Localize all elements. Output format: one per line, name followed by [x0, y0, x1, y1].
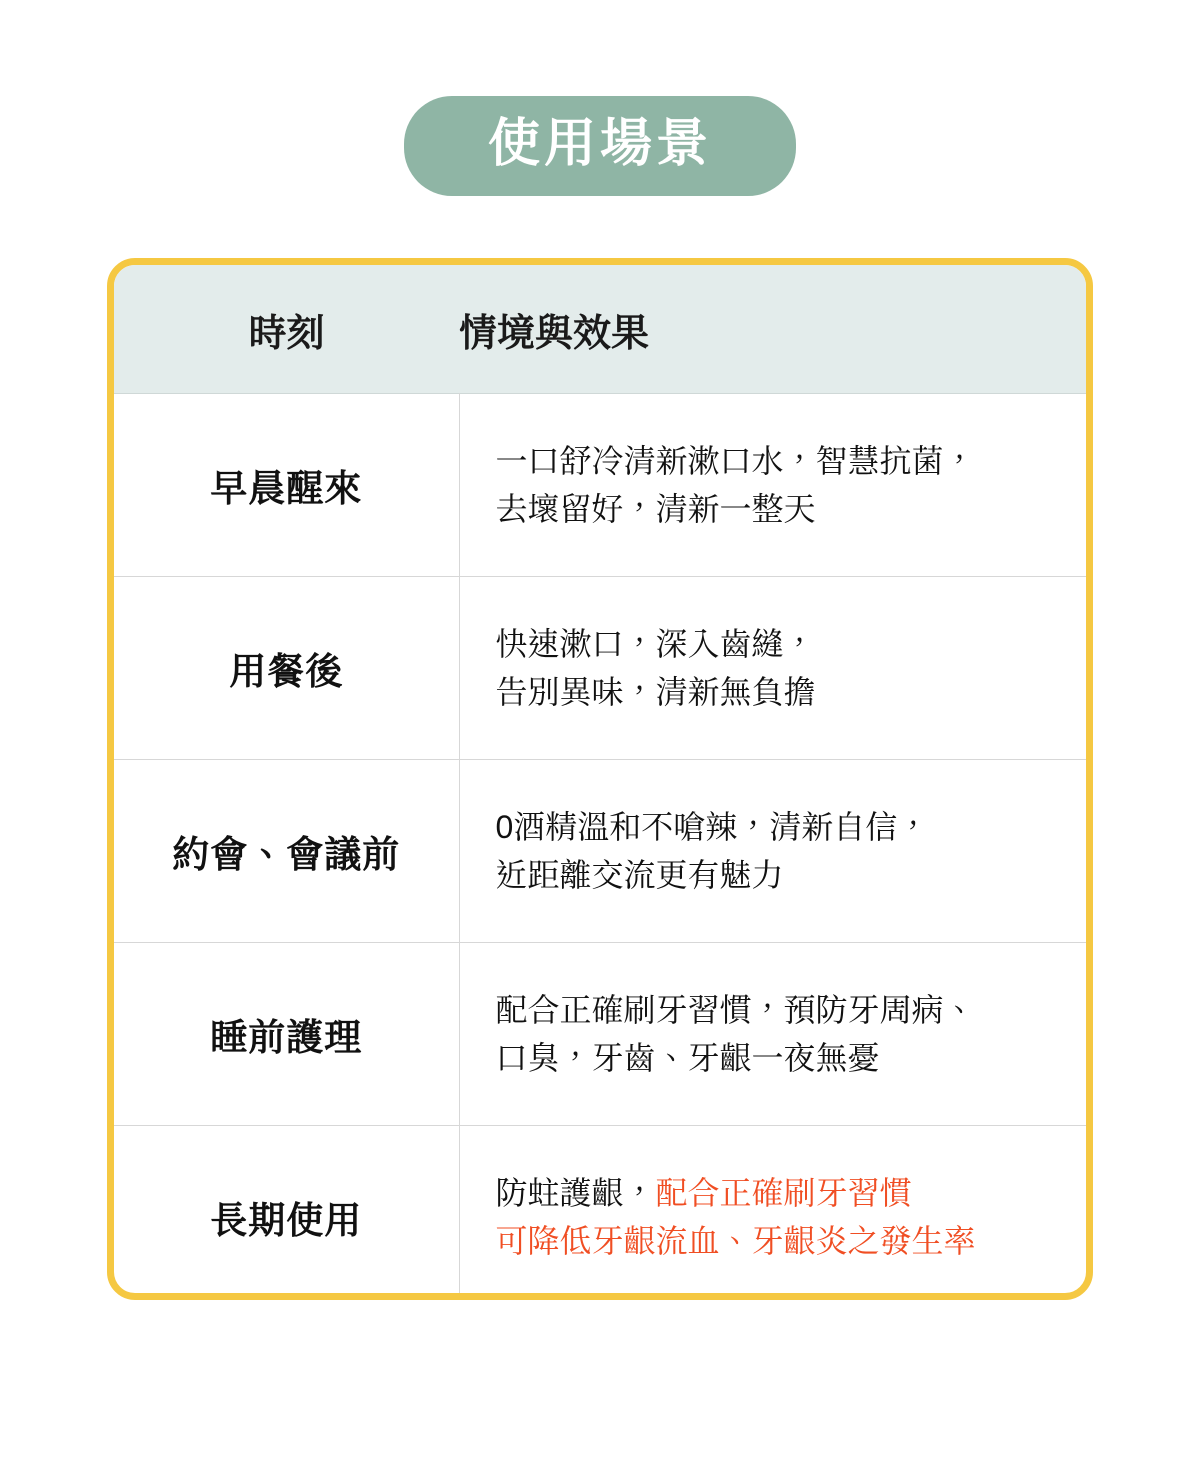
cell-description: [459, 1126, 1093, 1301]
description-line: [496, 1217, 1070, 1265]
description-line: [496, 437, 1070, 485]
cell-description: [459, 943, 1093, 1126]
table-row: [114, 394, 1093, 577]
description-line: [496, 803, 1070, 851]
usage-scenario-card: [107, 258, 1093, 1300]
table-row: [114, 1126, 1093, 1301]
description-line: [496, 620, 1070, 668]
cell-time: 用餐後: [114, 577, 459, 760]
description-line: [496, 1034, 1070, 1082]
description-line: [496, 986, 1070, 1034]
cell-description: [459, 760, 1093, 943]
description-line: [496, 668, 1070, 716]
description-text: 告別異味，清新無負擔: [495, 674, 816, 710]
section-title-pill: [404, 96, 796, 196]
column-header-time: 時刻: [114, 265, 459, 394]
description-text: 去壞留好，清新一整天: [495, 491, 816, 527]
cell-time: 長期使用: [114, 1126, 459, 1301]
cell-description: [459, 577, 1093, 760]
table-row: [114, 577, 1093, 760]
cell-time: 早晨醒來: [114, 394, 459, 577]
description-line: [496, 1169, 1070, 1217]
description-text: 防蛀護齦，: [495, 1175, 656, 1211]
column-header-description: 情境與效果: [459, 265, 1093, 394]
description-text: 0酒精溫和不嗆辣，清新自信，: [495, 809, 930, 845]
cell-description: [459, 394, 1093, 577]
section-header: [0, 96, 1200, 196]
description-line: [496, 851, 1070, 899]
table-header: [114, 265, 1093, 394]
cell-time: 約會、會議前: [114, 760, 459, 943]
description-text: 配合正確刷牙習慣，預防牙周病、: [495, 992, 976, 1028]
highlighted-text: 可降低牙齦流血、牙齦炎之發生率: [495, 1223, 976, 1259]
description-line: [496, 485, 1070, 533]
usage-scenario-table: [114, 265, 1093, 1300]
description-text: 近距離交流更有魅力: [495, 857, 784, 893]
highlighted-text: 配合正確刷牙習慣: [655, 1175, 912, 1211]
page-title: 使用場景: [487, 115, 712, 173]
description-text: 一口舒冷清新漱口水，智慧抗菌，: [495, 443, 976, 479]
description-text: 快速漱口，深入齒縫，: [495, 626, 816, 662]
table-header-row: [114, 265, 1093, 394]
table-row: [114, 943, 1093, 1126]
table-row: [114, 760, 1093, 943]
table-body: [114, 394, 1093, 1301]
description-text: 口臭，牙齒、牙齦一夜無憂: [495, 1040, 880, 1076]
cell-time: 睡前護理: [114, 943, 459, 1126]
